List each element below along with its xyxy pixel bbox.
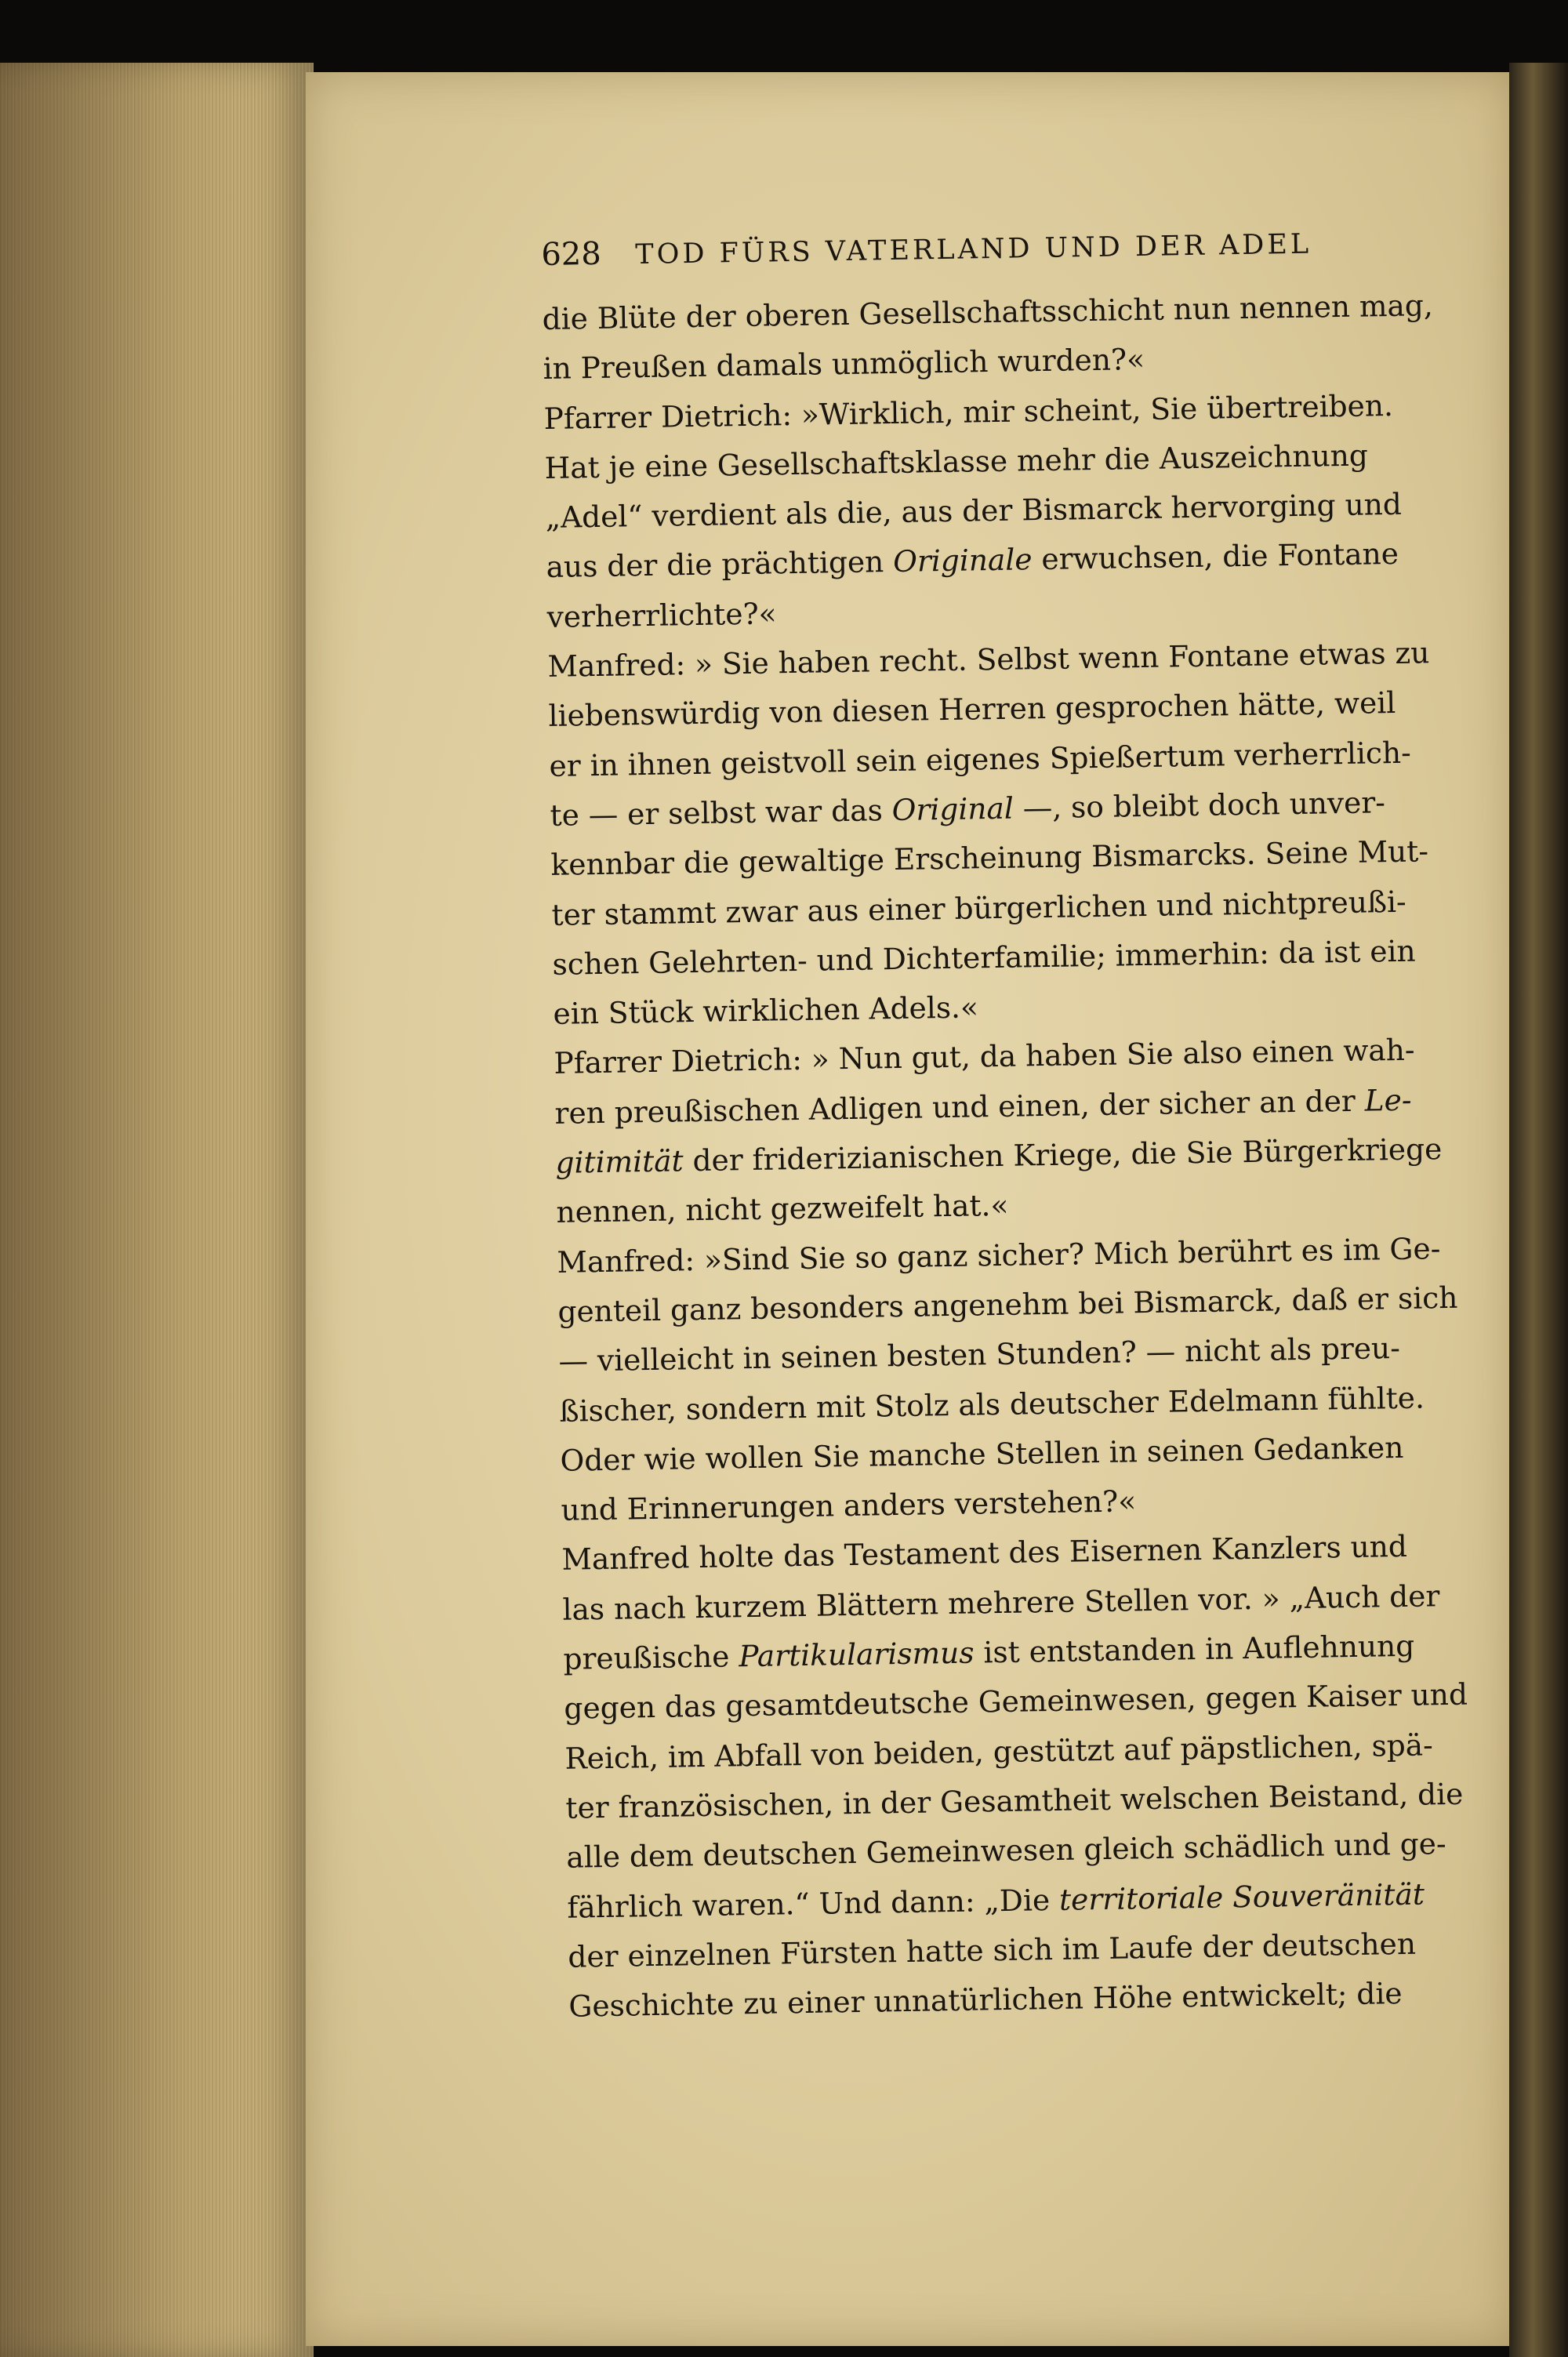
text-segment: und Erinnerungen anders verstehen?« — [561, 1484, 1137, 1527]
text-segment: ren preußischen Adligen und einen, der sicher an der — [554, 1083, 1365, 1131]
text-segment: Oder wie wollen Sie manche Stellen in seinen Gedanken — [560, 1429, 1404, 1478]
italic-text: gitimität — [555, 1143, 684, 1180]
page-header — [541, 222, 1467, 284]
italic-text: Partikularismus — [738, 1635, 975, 1674]
text-segment: „Adel“ verdient als die, aus der Bismarck hervorging und — [545, 486, 1403, 536]
italic-text: territoriale Souveränität — [1058, 1876, 1425, 1917]
text-segment: der einzelnen Fürsten hatte sich im Laufe der deutschen — [568, 1926, 1417, 1974]
text-segment: die Blüte der oberen Gesellschaftsschicht nun nennen mag, — [542, 288, 1434, 336]
text-segment: gegen das gesamtdeutsche Gemeinwesen, gegen Kaiser und — [564, 1676, 1468, 1727]
text-segment: fährlich waren.“ Und dann: „Die — [567, 1882, 1060, 1925]
text-segment: preußische — [563, 1639, 739, 1676]
text-segment: der friderizianischen Kriege, die Sie Bürgerkriege — [683, 1131, 1443, 1178]
page-text-block — [541, 222, 1494, 2032]
text-segment: alle dem deutschen Gemeinwesen gleich schädlich und ge- — [566, 1826, 1446, 1875]
text-segment: kennbar die gewaltige Erscheinung Bismarcks. Seine Mut- — [550, 833, 1429, 883]
italic-text: Original — [891, 790, 1014, 828]
text-segment: genteil ganz besonders angenehm bei Bismarck, daß er sich — [557, 1280, 1458, 1329]
text-segment: erwuchsen, die Fontane — [1032, 536, 1399, 577]
text-segment: ter französischen, in der Gesamtheit welschen Beistand, die — [565, 1776, 1464, 1825]
running-head: TOD FÜRS VATERLAND UND DER ADEL — [635, 228, 1312, 271]
text-segment: Manfred holte das Testament des Eisernen Kanzlers und — [561, 1529, 1408, 1578]
text-segment: ßischer, sondern mit Stolz als deutscher Edelmann fühlte. — [559, 1380, 1425, 1429]
text-segment: —, so bleibt doch unver- — [1013, 785, 1386, 826]
text-segment: Pfarrer Dietrich: »Wirklich, mir scheint, Sie übertreiben. — [543, 387, 1394, 436]
text-segment: verherrlichte?« — [546, 596, 777, 634]
text-segment: liebenswürdig von diesen Herren gesprochen hätte, weil — [548, 685, 1396, 734]
text-segment: te — er selbst war das — [550, 793, 893, 833]
italic-text: Originale — [892, 542, 1033, 579]
text-segment: — vielleicht in seinen besten Stunden? — nicht als preu- — [558, 1331, 1401, 1379]
text-segment: ist entstanden in Auflehnung — [974, 1628, 1415, 1670]
text-segment: Manfred: »Sind Sie so ganz sicher? Mich berührt es im Ge- — [557, 1230, 1441, 1280]
italic-text: Le- — [1364, 1082, 1412, 1118]
text-segment: er in ihnen geistvoll sein eigenes Spießertum verherrlich- — [549, 735, 1412, 783]
text-segment: Geschichte zu einer unnatürlichen Höhe entwickelt; die — [568, 1976, 1403, 2024]
text-segment: nennen, nicht gezweifelt hat.« — [556, 1188, 1009, 1230]
page-body — [542, 280, 1494, 2032]
text-segment: Hat je eine Gesellschaftsklasse mehr die Auszeichnung — [544, 438, 1369, 485]
text-segment: Manfred: » Sie haben recht. Selbst wenn Fontane etwas zu — [547, 635, 1430, 685]
text-segment: Pfarrer Dietrich: » Nun gut, da haben Sie also einen wah- — [554, 1033, 1415, 1081]
text-segment: aus der die prächtigen — [546, 544, 894, 585]
book-binding — [1509, 63, 1568, 2357]
text-segment: ein Stück wirklichen Adels.« — [553, 990, 979, 1032]
book-page — [306, 72, 1513, 2346]
book-edge-shadow — [0, 63, 235, 2357]
text-segment: las nach kurzem Blättern mehrere Stellen vor. » „Auch der — [562, 1578, 1440, 1627]
text-segment: ter stammt zwar aus einer bürgerlichen und nichtpreußi- — [551, 884, 1406, 932]
text-segment: schen Gelehrten- und Dichterfamilie; immerhin: da ist ein — [552, 933, 1416, 982]
text-segment: Reich, im Abfall von beiden, gestützt auf päpstlichen, spä- — [564, 1727, 1434, 1776]
page-number: 628 — [541, 235, 602, 273]
text-segment: in Preußen damals unmöglich wurden?« — [543, 342, 1145, 387]
